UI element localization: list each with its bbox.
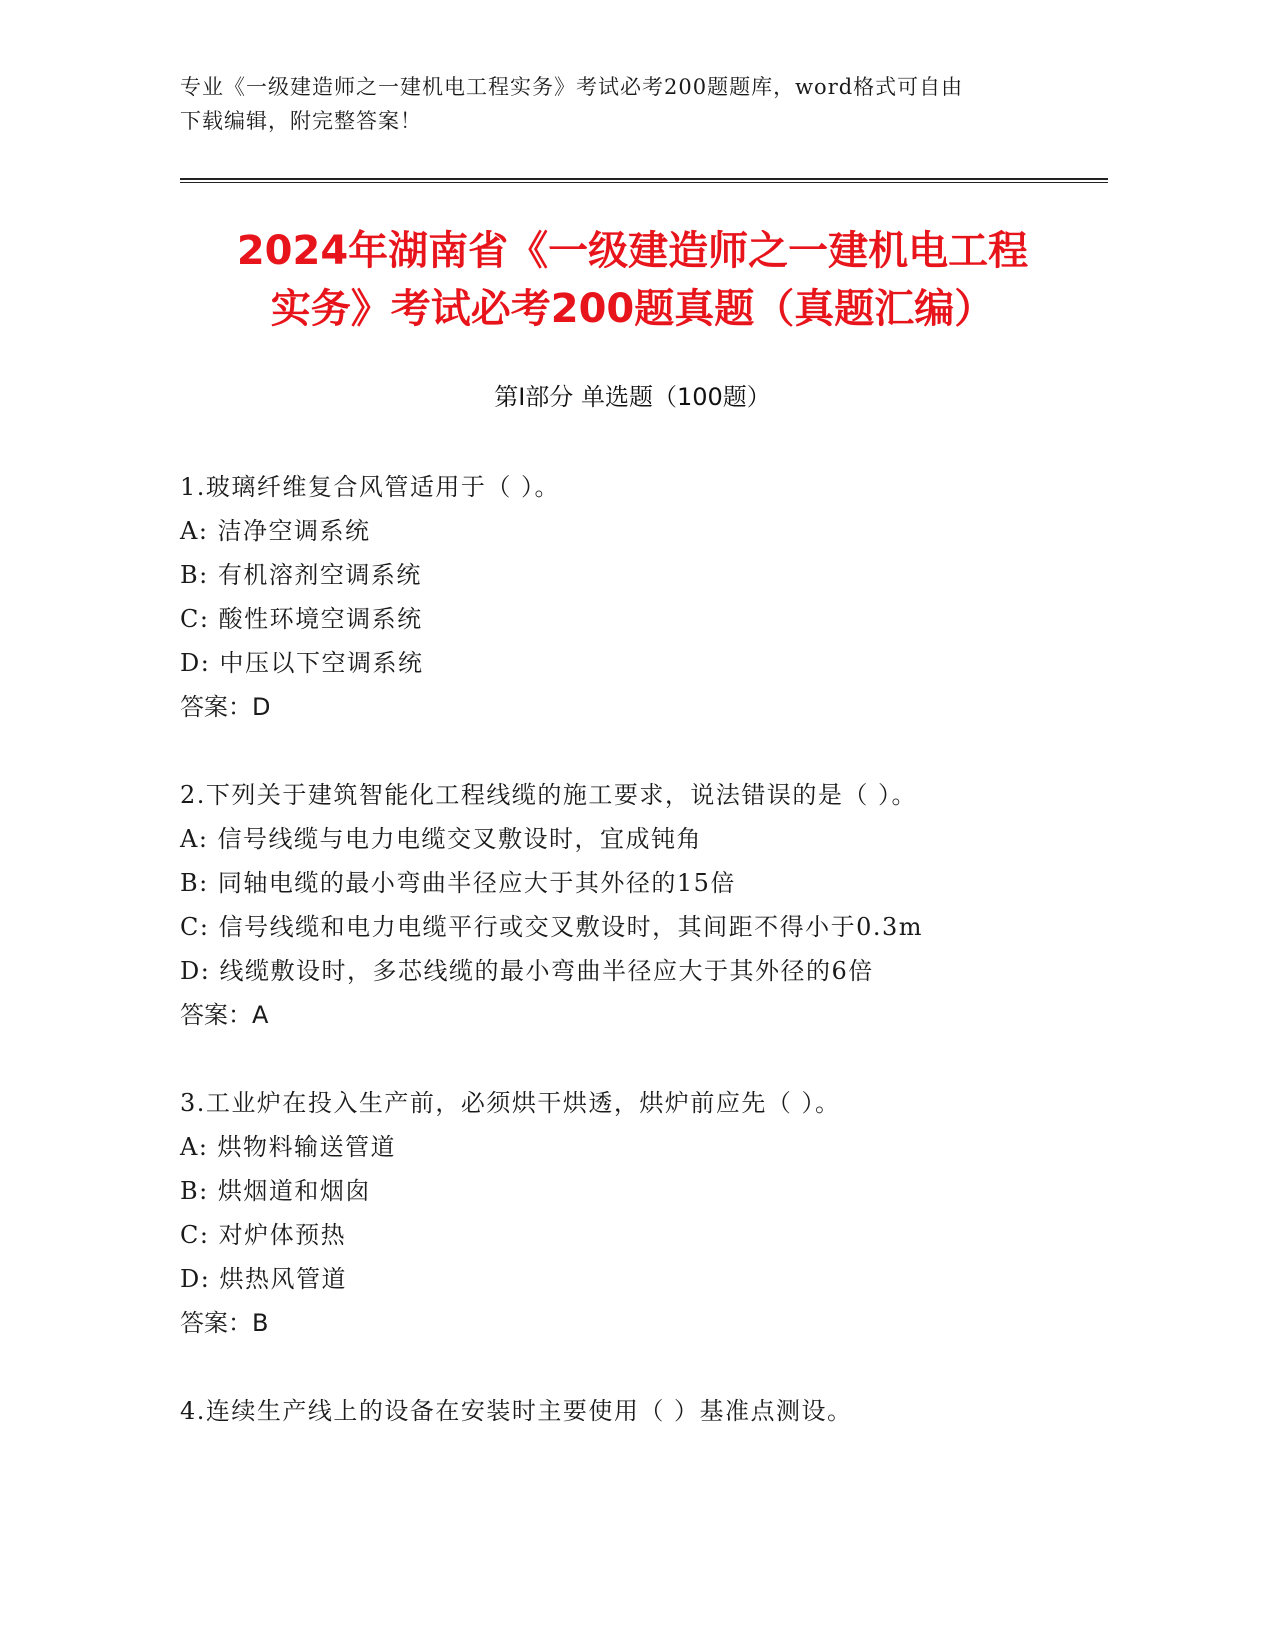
section-title: 第Ⅰ部分 单选题（100题）	[494, 383, 771, 411]
answer: 答案：D	[180, 693, 271, 721]
option-b: B: 有机溶剂空调系统	[180, 561, 422, 589]
header-note	[180, 70, 1060, 138]
question-2	[180, 773, 1120, 1037]
option-a: A: 烘物料输送管道	[180, 1133, 397, 1161]
question-stem: 4.连续生产线上的设备在安装时主要使用（ ）基准点测设。	[180, 1397, 853, 1425]
option-a: A: 信号线缆与电力电缆交叉敷设时，宜成钝角	[180, 825, 703, 853]
option-a: A: 洁净空调系统	[180, 517, 371, 545]
header-divider-thick	[180, 178, 1108, 180]
question-list	[180, 465, 1120, 1477]
option-d: D: 中压以下空调系统	[180, 649, 424, 677]
question-1	[180, 465, 1120, 729]
document-title-line-2: 实务》考试必考200题真题（真题汇编）	[270, 286, 995, 332]
document-title-line-1: 2024年湖南省《一级建造师之一建机电工程	[236, 228, 1029, 274]
option-c: C: 信号线缆和电力电缆平行或交叉敷设时，其间距不得小于0.3m	[180, 913, 924, 941]
question-3	[180, 1081, 1120, 1345]
option-c: C: 酸性环境空调系统	[180, 605, 423, 633]
option-c: C: 对炉体预热	[180, 1221, 347, 1249]
document-title	[180, 222, 1085, 338]
option-d: D: 烘热风管道	[180, 1265, 347, 1293]
header-note-line-2: 下载编辑，附完整答案！	[180, 109, 422, 133]
question-4	[180, 1389, 1120, 1433]
option-d: D: 线缆敷设时，多芯线缆的最小弯曲半径应大于其外径的6倍	[180, 957, 874, 985]
answer: 答案：B	[180, 1309, 269, 1337]
question-stem: 3.工业炉在投入生产前，必须烘干烘透，烘炉前应先（ ）。	[180, 1089, 841, 1117]
question-stem: 1.玻璃纤维复合风管适用于（ ）。	[180, 473, 561, 501]
option-b: B: 烘烟道和烟囱	[180, 1177, 371, 1205]
question-stem: 2.下列关于建筑智能化工程线缆的施工要求，说法错误的是（ ）。	[180, 781, 918, 809]
header-divider-thin	[180, 182, 1108, 183]
option-b: B: 同轴电缆的最小弯曲半径应大于其外径的15倍	[180, 869, 736, 897]
answer: 答案：A	[180, 1001, 269, 1029]
header-note-line-1: 专业《一级建造师之一建机电工程实务》考试必考200题题库，word格式可自由	[180, 75, 964, 99]
